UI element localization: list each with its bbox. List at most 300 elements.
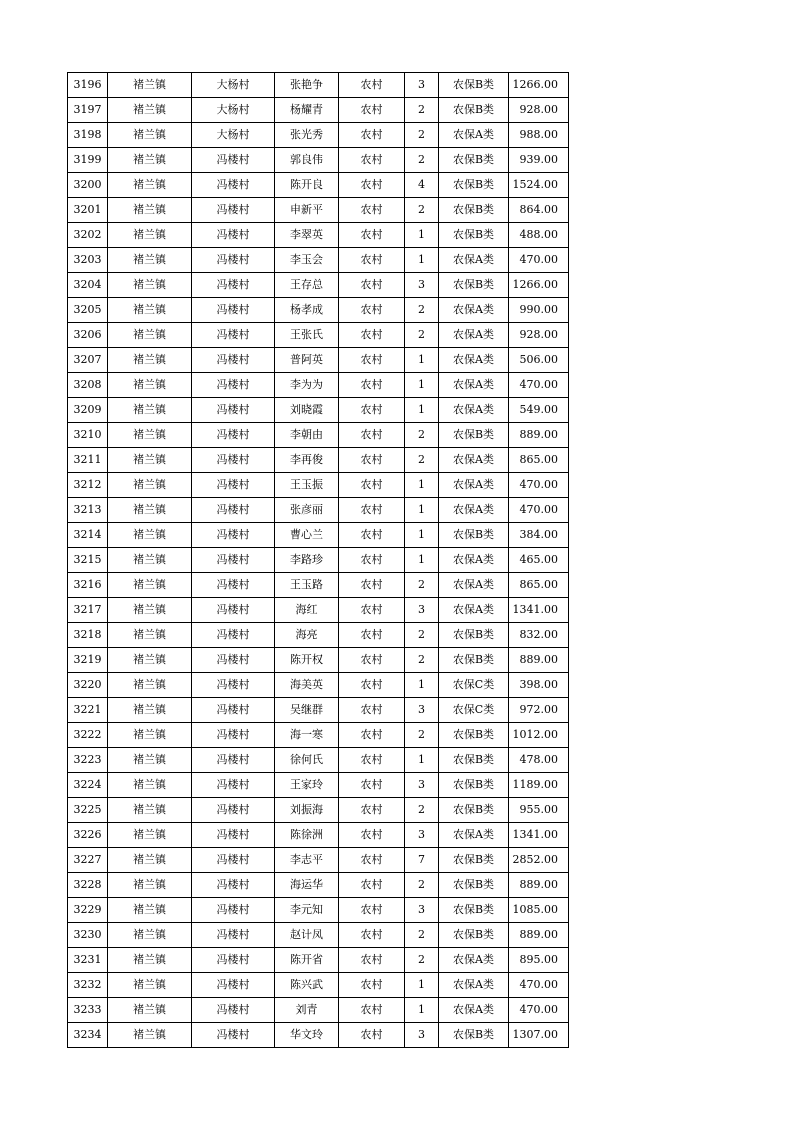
cell-category: 农保A类 bbox=[439, 373, 509, 398]
cell-area: 农村 bbox=[339, 173, 405, 198]
cell-household-count: 2 bbox=[405, 323, 439, 348]
table-row bbox=[68, 698, 569, 723]
cell-village: 冯楼村 bbox=[192, 623, 275, 648]
cell-town: 褚兰镇 bbox=[108, 748, 192, 773]
cell-serial: 3232 bbox=[68, 973, 108, 998]
cell-area: 农村 bbox=[339, 848, 405, 873]
table-row bbox=[68, 748, 569, 773]
cell-category: 农保B类 bbox=[439, 748, 509, 773]
cell-serial: 3213 bbox=[68, 498, 108, 523]
cell-household-count: 2 bbox=[405, 298, 439, 323]
table-row bbox=[68, 598, 569, 623]
cell-area: 农村 bbox=[339, 498, 405, 523]
cell-category: 农保B类 bbox=[439, 898, 509, 923]
cell-category: 农保B类 bbox=[439, 623, 509, 648]
cell-amount: 470.00 bbox=[509, 498, 569, 523]
cell-name: 李为为 bbox=[275, 373, 339, 398]
cell-name: 杨孝成 bbox=[275, 298, 339, 323]
cell-serial: 3206 bbox=[68, 323, 108, 348]
cell-town: 褚兰镇 bbox=[108, 398, 192, 423]
cell-household-count: 2 bbox=[405, 573, 439, 598]
cell-town: 褚兰镇 bbox=[108, 548, 192, 573]
cell-village: 冯楼村 bbox=[192, 498, 275, 523]
cell-name: 陈兴武 bbox=[275, 973, 339, 998]
cell-village: 大杨村 bbox=[192, 98, 275, 123]
cell-village: 大杨村 bbox=[192, 123, 275, 148]
cell-serial: 3212 bbox=[68, 473, 108, 498]
cell-serial: 3207 bbox=[68, 348, 108, 373]
table-row bbox=[68, 898, 569, 923]
table-row bbox=[68, 923, 569, 948]
cell-area: 农村 bbox=[339, 998, 405, 1023]
cell-town: 褚兰镇 bbox=[108, 523, 192, 548]
cell-village: 冯楼村 bbox=[192, 573, 275, 598]
cell-household-count: 2 bbox=[405, 448, 439, 473]
cell-category: 农保B类 bbox=[439, 873, 509, 898]
table-row bbox=[68, 73, 569, 98]
cell-village: 冯楼村 bbox=[192, 698, 275, 723]
cell-area: 农村 bbox=[339, 523, 405, 548]
cell-village: 大杨村 bbox=[192, 73, 275, 98]
cell-serial: 3214 bbox=[68, 523, 108, 548]
cell-name: 海美英 bbox=[275, 673, 339, 698]
cell-town: 褚兰镇 bbox=[108, 898, 192, 923]
cell-household-count: 3 bbox=[405, 898, 439, 923]
cell-name: 申新平 bbox=[275, 198, 339, 223]
cell-category: 农保B类 bbox=[439, 648, 509, 673]
cell-village: 冯楼村 bbox=[192, 173, 275, 198]
cell-household-count: 1 bbox=[405, 498, 439, 523]
cell-name: 刘青 bbox=[275, 998, 339, 1023]
cell-town: 褚兰镇 bbox=[108, 173, 192, 198]
table-row bbox=[68, 398, 569, 423]
cell-amount: 889.00 bbox=[509, 923, 569, 948]
table-row bbox=[68, 523, 569, 548]
cell-serial: 3200 bbox=[68, 173, 108, 198]
cell-town: 褚兰镇 bbox=[108, 848, 192, 873]
cell-household-count: 4 bbox=[405, 173, 439, 198]
cell-serial: 3203 bbox=[68, 248, 108, 273]
cell-village: 冯楼村 bbox=[192, 598, 275, 623]
cell-serial: 3202 bbox=[68, 223, 108, 248]
cell-household-count: 1 bbox=[405, 473, 439, 498]
cell-town: 褚兰镇 bbox=[108, 598, 192, 623]
table-row bbox=[68, 723, 569, 748]
cell-name: 王存总 bbox=[275, 273, 339, 298]
cell-name: 陈开良 bbox=[275, 173, 339, 198]
cell-area: 农村 bbox=[339, 448, 405, 473]
cell-area: 农村 bbox=[339, 198, 405, 223]
cell-name: 王玉路 bbox=[275, 573, 339, 598]
cell-household-count: 1 bbox=[405, 973, 439, 998]
cell-serial: 3227 bbox=[68, 848, 108, 873]
cell-category: 农保B类 bbox=[439, 723, 509, 748]
cell-household-count: 2 bbox=[405, 98, 439, 123]
cell-category: 农保A类 bbox=[439, 473, 509, 498]
cell-amount: 384.00 bbox=[509, 523, 569, 548]
cell-village: 冯楼村 bbox=[192, 398, 275, 423]
cell-category: 农保B类 bbox=[439, 423, 509, 448]
cell-town: 褚兰镇 bbox=[108, 773, 192, 798]
cell-serial: 3231 bbox=[68, 948, 108, 973]
cell-area: 农村 bbox=[339, 423, 405, 448]
cell-amount: 488.00 bbox=[509, 223, 569, 248]
cell-household-count: 2 bbox=[405, 648, 439, 673]
cell-serial: 3211 bbox=[68, 448, 108, 473]
cell-town: 褚兰镇 bbox=[108, 273, 192, 298]
cell-name: 王张氏 bbox=[275, 323, 339, 348]
cell-name: 李路珍 bbox=[275, 548, 339, 573]
cell-name: 陈开省 bbox=[275, 948, 339, 973]
cell-household-count: 1 bbox=[405, 748, 439, 773]
cell-amount: 470.00 bbox=[509, 973, 569, 998]
cell-serial: 3215 bbox=[68, 548, 108, 573]
cell-amount: 549.00 bbox=[509, 398, 569, 423]
cell-town: 褚兰镇 bbox=[108, 473, 192, 498]
cell-category: 农保B类 bbox=[439, 523, 509, 548]
cell-serial: 3208 bbox=[68, 373, 108, 398]
table-row bbox=[68, 473, 569, 498]
table-row bbox=[68, 248, 569, 273]
cell-area: 农村 bbox=[339, 323, 405, 348]
cell-town: 褚兰镇 bbox=[108, 723, 192, 748]
table-row bbox=[68, 673, 569, 698]
cell-category: 农保B类 bbox=[439, 73, 509, 98]
cell-serial: 3198 bbox=[68, 123, 108, 148]
cell-category: 农保A类 bbox=[439, 123, 509, 148]
cell-household-count: 1 bbox=[405, 223, 439, 248]
table-row bbox=[68, 148, 569, 173]
cell-amount: 465.00 bbox=[509, 548, 569, 573]
cell-serial: 3201 bbox=[68, 198, 108, 223]
cell-serial: 3220 bbox=[68, 673, 108, 698]
cell-household-count: 1 bbox=[405, 523, 439, 548]
table-row bbox=[68, 773, 569, 798]
cell-amount: 889.00 bbox=[509, 423, 569, 448]
cell-category: 农保A类 bbox=[439, 548, 509, 573]
cell-town: 褚兰镇 bbox=[108, 73, 192, 98]
cell-village: 冯楼村 bbox=[192, 798, 275, 823]
cell-area: 农村 bbox=[339, 1023, 405, 1048]
cell-name: 陈徐洲 bbox=[275, 823, 339, 848]
cell-area: 农村 bbox=[339, 773, 405, 798]
cell-town: 褚兰镇 bbox=[108, 323, 192, 348]
cell-household-count: 3 bbox=[405, 773, 439, 798]
cell-serial: 3204 bbox=[68, 273, 108, 298]
cell-serial: 3229 bbox=[68, 898, 108, 923]
cell-household-count: 3 bbox=[405, 823, 439, 848]
cell-household-count: 1 bbox=[405, 998, 439, 1023]
table-body bbox=[68, 73, 569, 1048]
cell-village: 冯楼村 bbox=[192, 323, 275, 348]
cell-town: 褚兰镇 bbox=[108, 148, 192, 173]
cell-town: 褚兰镇 bbox=[108, 823, 192, 848]
cell-name: 张艳争 bbox=[275, 73, 339, 98]
cell-household-count: 3 bbox=[405, 73, 439, 98]
cell-amount: 1012.00 bbox=[509, 723, 569, 748]
cell-name: 张光秀 bbox=[275, 123, 339, 148]
cell-amount: 889.00 bbox=[509, 648, 569, 673]
cell-category: 农保B类 bbox=[439, 198, 509, 223]
cell-amount: 1189.00 bbox=[509, 773, 569, 798]
cell-village: 冯楼村 bbox=[192, 823, 275, 848]
cell-serial: 3199 bbox=[68, 148, 108, 173]
cell-name: 普阿英 bbox=[275, 348, 339, 373]
table-row bbox=[68, 1023, 569, 1048]
cell-area: 农村 bbox=[339, 348, 405, 373]
cell-category: 农保A类 bbox=[439, 598, 509, 623]
cell-category: 农保A类 bbox=[439, 398, 509, 423]
cell-area: 农村 bbox=[339, 923, 405, 948]
table-row bbox=[68, 298, 569, 323]
cell-amount: 398.00 bbox=[509, 673, 569, 698]
cell-amount: 864.00 bbox=[509, 198, 569, 223]
cell-category: 农保A类 bbox=[439, 948, 509, 973]
cell-household-count: 1 bbox=[405, 373, 439, 398]
cell-household-count: 7 bbox=[405, 848, 439, 873]
cell-category: 农保B类 bbox=[439, 923, 509, 948]
cell-serial: 3221 bbox=[68, 698, 108, 723]
cell-household-count: 2 bbox=[405, 623, 439, 648]
cell-amount: 1341.00 bbox=[509, 598, 569, 623]
cell-village: 冯楼村 bbox=[192, 523, 275, 548]
cell-amount: 928.00 bbox=[509, 323, 569, 348]
cell-category: 农保B类 bbox=[439, 98, 509, 123]
cell-town: 褚兰镇 bbox=[108, 348, 192, 373]
cell-town: 褚兰镇 bbox=[108, 423, 192, 448]
cell-amount: 1266.00 bbox=[509, 73, 569, 98]
table-row bbox=[68, 648, 569, 673]
cell-village: 冯楼村 bbox=[192, 873, 275, 898]
cell-area: 农村 bbox=[339, 573, 405, 598]
table-row bbox=[68, 223, 569, 248]
cell-serial: 3226 bbox=[68, 823, 108, 848]
cell-town: 褚兰镇 bbox=[108, 298, 192, 323]
cell-area: 农村 bbox=[339, 873, 405, 898]
cell-serial: 3210 bbox=[68, 423, 108, 448]
cell-name: 海一寒 bbox=[275, 723, 339, 748]
cell-town: 褚兰镇 bbox=[108, 573, 192, 598]
cell-name: 李再俊 bbox=[275, 448, 339, 473]
cell-name: 王玉振 bbox=[275, 473, 339, 498]
cell-area: 农村 bbox=[339, 673, 405, 698]
cell-village: 冯楼村 bbox=[192, 248, 275, 273]
cell-household-count: 2 bbox=[405, 123, 439, 148]
cell-town: 褚兰镇 bbox=[108, 923, 192, 948]
cell-area: 农村 bbox=[339, 823, 405, 848]
cell-village: 冯楼村 bbox=[192, 773, 275, 798]
cell-serial: 3219 bbox=[68, 648, 108, 673]
cell-name: 刘晓霞 bbox=[275, 398, 339, 423]
cell-name: 曹心兰 bbox=[275, 523, 339, 548]
cell-serial: 3209 bbox=[68, 398, 108, 423]
cell-amount: 939.00 bbox=[509, 148, 569, 173]
cell-village: 冯楼村 bbox=[192, 373, 275, 398]
cell-area: 农村 bbox=[339, 798, 405, 823]
table-row bbox=[68, 448, 569, 473]
cell-serial: 3197 bbox=[68, 98, 108, 123]
cell-village: 冯楼村 bbox=[192, 473, 275, 498]
cell-household-count: 1 bbox=[405, 248, 439, 273]
cell-village: 冯楼村 bbox=[192, 273, 275, 298]
cell-amount: 972.00 bbox=[509, 698, 569, 723]
cell-area: 农村 bbox=[339, 373, 405, 398]
cell-category: 农保B类 bbox=[439, 798, 509, 823]
cell-serial: 3218 bbox=[68, 623, 108, 648]
cell-amount: 988.00 bbox=[509, 123, 569, 148]
cell-household-count: 3 bbox=[405, 698, 439, 723]
cell-village: 冯楼村 bbox=[192, 748, 275, 773]
cell-serial: 3230 bbox=[68, 923, 108, 948]
cell-household-count: 1 bbox=[405, 398, 439, 423]
table-row bbox=[68, 273, 569, 298]
cell-serial: 3233 bbox=[68, 998, 108, 1023]
cell-town: 褚兰镇 bbox=[108, 1023, 192, 1048]
cell-name: 海运华 bbox=[275, 873, 339, 898]
cell-town: 褚兰镇 bbox=[108, 698, 192, 723]
cell-village: 冯楼村 bbox=[192, 348, 275, 373]
cell-household-count: 1 bbox=[405, 548, 439, 573]
cell-amount: 1085.00 bbox=[509, 898, 569, 923]
cell-amount: 955.00 bbox=[509, 798, 569, 823]
cell-village: 冯楼村 bbox=[192, 998, 275, 1023]
cell-village: 冯楼村 bbox=[192, 673, 275, 698]
table-row bbox=[68, 998, 569, 1023]
cell-category: 农保B类 bbox=[439, 848, 509, 873]
cell-area: 农村 bbox=[339, 98, 405, 123]
cell-name: 李玉会 bbox=[275, 248, 339, 273]
table-row bbox=[68, 848, 569, 873]
table-row bbox=[68, 548, 569, 573]
cell-amount: 506.00 bbox=[509, 348, 569, 373]
cell-category: 农保B类 bbox=[439, 148, 509, 173]
cell-amount: 832.00 bbox=[509, 623, 569, 648]
cell-serial: 3205 bbox=[68, 298, 108, 323]
cell-area: 农村 bbox=[339, 298, 405, 323]
table-row bbox=[68, 798, 569, 823]
cell-town: 褚兰镇 bbox=[108, 798, 192, 823]
cell-amount: 1307.00 bbox=[509, 1023, 569, 1048]
table-row bbox=[68, 173, 569, 198]
cell-amount: 470.00 bbox=[509, 998, 569, 1023]
cell-name: 郭良伟 bbox=[275, 148, 339, 173]
cell-village: 冯楼村 bbox=[192, 548, 275, 573]
cell-amount: 1341.00 bbox=[509, 823, 569, 848]
cell-town: 褚兰镇 bbox=[108, 948, 192, 973]
cell-name: 徐何氏 bbox=[275, 748, 339, 773]
cell-serial: 3228 bbox=[68, 873, 108, 898]
cell-town: 褚兰镇 bbox=[108, 648, 192, 673]
table-row bbox=[68, 823, 569, 848]
cell-amount: 470.00 bbox=[509, 373, 569, 398]
cell-town: 褚兰镇 bbox=[108, 448, 192, 473]
cell-serial: 3224 bbox=[68, 773, 108, 798]
cell-village: 冯楼村 bbox=[192, 648, 275, 673]
cell-household-count: 1 bbox=[405, 348, 439, 373]
cell-town: 褚兰镇 bbox=[108, 248, 192, 273]
cell-area: 农村 bbox=[339, 598, 405, 623]
cell-category: 农保B类 bbox=[439, 173, 509, 198]
table-row bbox=[68, 948, 569, 973]
table-row bbox=[68, 623, 569, 648]
cell-town: 褚兰镇 bbox=[108, 198, 192, 223]
cell-area: 农村 bbox=[339, 248, 405, 273]
cell-category: 农保A类 bbox=[439, 498, 509, 523]
cell-household-count: 3 bbox=[405, 598, 439, 623]
cell-name: 刘振海 bbox=[275, 798, 339, 823]
table-row bbox=[68, 123, 569, 148]
cell-household-count: 2 bbox=[405, 198, 439, 223]
cell-name: 海亮 bbox=[275, 623, 339, 648]
cell-name: 海红 bbox=[275, 598, 339, 623]
cell-area: 农村 bbox=[339, 623, 405, 648]
cell-name: 李翠英 bbox=[275, 223, 339, 248]
cell-amount: 865.00 bbox=[509, 573, 569, 598]
cell-village: 冯楼村 bbox=[192, 973, 275, 998]
cell-household-count: 2 bbox=[405, 948, 439, 973]
cell-town: 褚兰镇 bbox=[108, 98, 192, 123]
table-row bbox=[68, 323, 569, 348]
cell-serial: 3225 bbox=[68, 798, 108, 823]
cell-area: 农村 bbox=[339, 123, 405, 148]
cell-village: 冯楼村 bbox=[192, 448, 275, 473]
cell-household-count: 2 bbox=[405, 423, 439, 448]
beneficiary-table bbox=[67, 72, 569, 1048]
cell-village: 冯楼村 bbox=[192, 223, 275, 248]
cell-serial: 3196 bbox=[68, 73, 108, 98]
cell-area: 农村 bbox=[339, 148, 405, 173]
cell-area: 农村 bbox=[339, 748, 405, 773]
cell-town: 褚兰镇 bbox=[108, 498, 192, 523]
cell-area: 农村 bbox=[339, 898, 405, 923]
cell-area: 农村 bbox=[339, 973, 405, 998]
cell-household-count: 1 bbox=[405, 673, 439, 698]
cell-category: 农保B类 bbox=[439, 273, 509, 298]
cell-name: 杨耀青 bbox=[275, 98, 339, 123]
cell-category: 农保A类 bbox=[439, 248, 509, 273]
table-row bbox=[68, 98, 569, 123]
cell-name: 王家玲 bbox=[275, 773, 339, 798]
cell-town: 褚兰镇 bbox=[108, 873, 192, 898]
cell-amount: 889.00 bbox=[509, 873, 569, 898]
table-row bbox=[68, 973, 569, 998]
cell-amount: 895.00 bbox=[509, 948, 569, 973]
cell-name: 张彦丽 bbox=[275, 498, 339, 523]
cell-village: 冯楼村 bbox=[192, 148, 275, 173]
cell-town: 褚兰镇 bbox=[108, 223, 192, 248]
cell-village: 冯楼村 bbox=[192, 898, 275, 923]
cell-town: 褚兰镇 bbox=[108, 373, 192, 398]
cell-name: 李朝由 bbox=[275, 423, 339, 448]
table-row bbox=[68, 573, 569, 598]
cell-village: 冯楼村 bbox=[192, 923, 275, 948]
cell-name: 李元知 bbox=[275, 898, 339, 923]
cell-household-count: 3 bbox=[405, 1023, 439, 1048]
cell-town: 褚兰镇 bbox=[108, 973, 192, 998]
cell-serial: 3216 bbox=[68, 573, 108, 598]
cell-household-count: 2 bbox=[405, 798, 439, 823]
cell-area: 农村 bbox=[339, 73, 405, 98]
cell-name: 华文玲 bbox=[275, 1023, 339, 1048]
cell-town: 褚兰镇 bbox=[108, 123, 192, 148]
cell-amount: 865.00 bbox=[509, 448, 569, 473]
cell-category: 农保B类 bbox=[439, 1023, 509, 1048]
cell-category: 农保A类 bbox=[439, 348, 509, 373]
cell-serial: 3223 bbox=[68, 748, 108, 773]
cell-household-count: 2 bbox=[405, 148, 439, 173]
cell-serial: 3217 bbox=[68, 598, 108, 623]
cell-amount: 470.00 bbox=[509, 473, 569, 498]
